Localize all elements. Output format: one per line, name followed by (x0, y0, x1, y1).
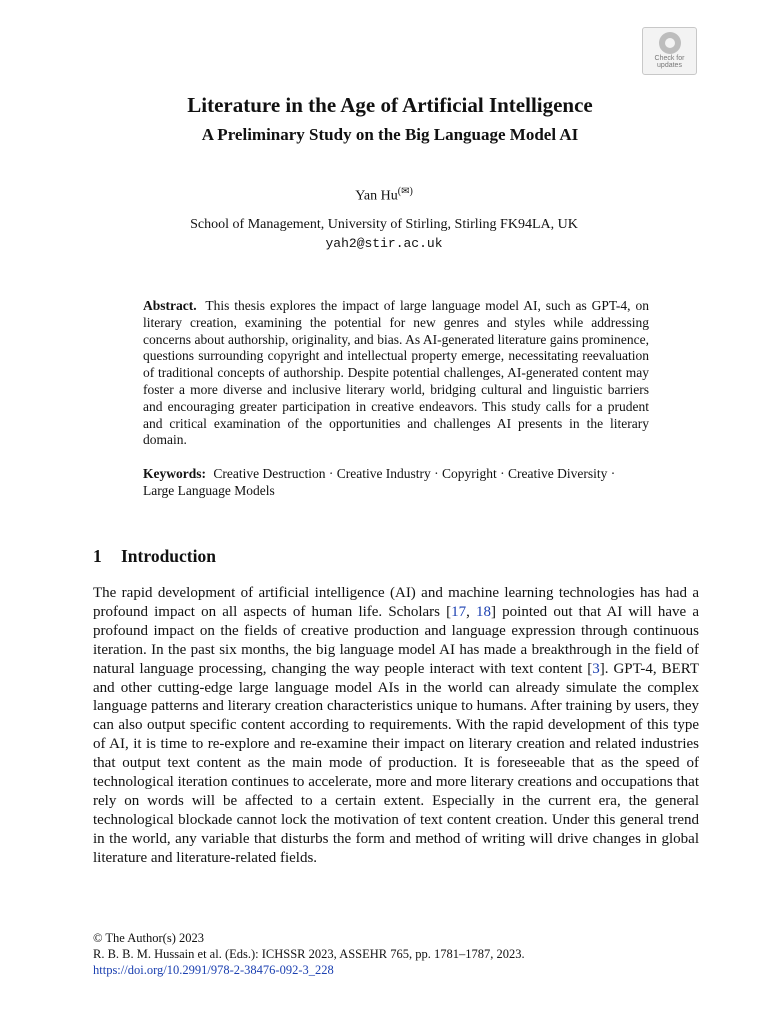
doi-link[interactable]: https://doi.org/10.2991/978-2-38476-092-3_228 (93, 963, 334, 977)
check-for-updates-badge[interactable] (642, 27, 697, 75)
citation-separator: , (466, 603, 477, 620)
keywords-text: Creative Destruction · Creative Industry · Copyright · Creative Diversity · Large Language Models (143, 466, 616, 498)
author-affiliation: School of Management, University of Stirling, Stirling FK94LA, UK (190, 217, 578, 232)
section-number: 1 (93, 546, 102, 566)
footer (93, 930, 699, 978)
envelope-icon[interactable]: (✉) (397, 186, 413, 197)
citation-link-3[interactable]: 3 (592, 660, 600, 677)
check-updates-icon (659, 32, 681, 54)
keywords (143, 466, 649, 500)
keywords-label: Keywords: (143, 466, 206, 481)
abstract (143, 298, 649, 449)
introduction-paragraph (93, 584, 699, 868)
paper-title: Literature in the Age of Artificial Intelligence (187, 93, 593, 117)
badge-line-2: updates (657, 62, 682, 69)
author-line (0, 183, 768, 206)
section-title: Introduction (121, 546, 216, 566)
author-email[interactable]: yah2@stir.ac.uk (325, 236, 443, 251)
abstract-text: This thesis explores the impact of large language model AI, such as GPT-4, on literary creation, examining the potential for new genres and styles while addressing concerns about authorship, originality, and bias. As AI-generated literature gains prominence, questions surrounding copyright and intellectual property emerge, necessitating reevaluation of traditional concepts of authorship. Despite potential challenges, AI-generated content may foster a more diverse and inclusive literary world, bridging cultural and linguistic barriers and encouraging greater participation in creative endeavors. This study calls for a prudent and critical examination of the opportunities and challenges AI presents in the literary domain. (143, 298, 649, 448)
abstract-label: Abstract. (143, 298, 197, 313)
paper-subtitle: A Preliminary Study on the Big Language Model AI (201, 125, 579, 144)
citation-line: R. B. B. M. Hussain et al. (Eds.): ICHSSR 2023, ASSEHR 765, pp. 1781–1787, 2023. (93, 947, 525, 961)
section-heading (93, 545, 216, 567)
badge-line-1: Check for (654, 55, 685, 62)
copyright-line: © The Author(s) 2023 (93, 931, 204, 945)
citation-link-18[interactable]: 18 (476, 603, 492, 620)
citation-link-17[interactable]: 17 (451, 603, 467, 620)
body-part-2: ] pointed out that AI will have a profound impact on the fields of creative production and language expression through continuous iteration. In the past six months, the big language model AI has made a breakthrough in the field of natural language processing, changing the way people interact with text content [ (93, 603, 700, 677)
body-part-1: The rapid development of artificial intelligence (AI) and machine learning technologies has had a profound impact on all aspects of human life. Scholars [ (93, 585, 699, 620)
author-name: Yan Hu (355, 188, 398, 204)
body-part-3: ]. GPT-4, BERT and other cutting-edge large language model AIs in the world can already simulate the complex language patterns and literary creation characteristics unique to humans. After training by users, they can also output specific content according to requirements. With the rapid development of this type of AI, it is time to re-explore and re-examine their impact on literary creation and related industries that output text content as the main mode of production. It is foreseeable that as the speed of technological iteration continues to accelerate, more and more literary creations and occupations that rely on words will be affected to a certain extent. Especially in the current era, the general technological blockade cannot lock the motivation of text content creation. Under this general trend in the world, any variable that disturbs the form and method of writing will drive changes in global literature and literature-related fields. (93, 660, 700, 866)
